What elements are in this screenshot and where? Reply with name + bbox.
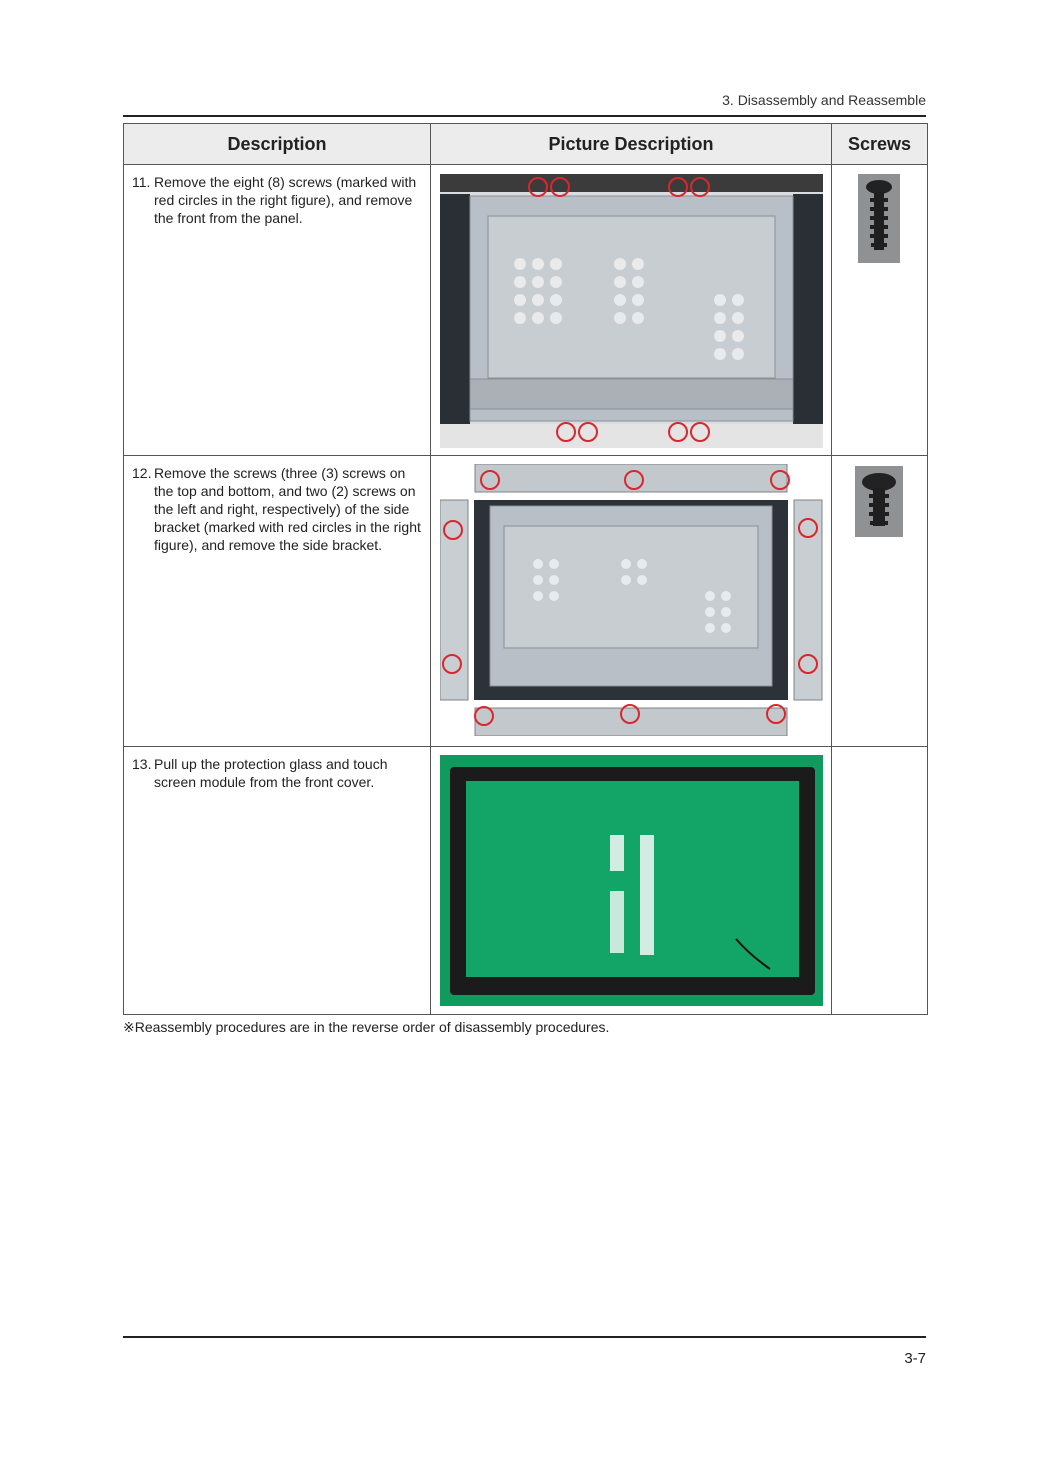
step-description (124, 165, 431, 456)
step-description (124, 456, 431, 747)
footer-rule (123, 1336, 926, 1338)
screw-cell (832, 456, 928, 747)
screw-short-icon (855, 466, 903, 537)
screw-cell-empty (832, 747, 928, 1015)
side-bracket-photo (440, 464, 824, 736)
step-description (124, 747, 431, 1015)
step-number: 13. (132, 756, 152, 772)
table-row (124, 165, 928, 456)
table-row (124, 456, 928, 747)
page-number: 3-7 (904, 1350, 926, 1367)
screw-cell (832, 165, 928, 456)
protection-glass-photo (440, 755, 823, 1006)
rear-chassis-photo (440, 174, 823, 448)
column-header-description: Description (124, 124, 431, 165)
screw-long-icon (858, 174, 900, 263)
picture-cell (431, 747, 832, 1015)
reassembly-footnote: ※Reassembly procedures are in the reverse order of disassembly procedures. (123, 1019, 610, 1035)
column-header-screws: Screws (832, 124, 928, 165)
step-text: Remove the screws (three (3) screws on the top and bottom, and two (2) screws on the left and right, respectively) of the side bracket (marked with red circles in the right figure), and remove the side bracket. (154, 465, 421, 553)
table-row (124, 747, 928, 1015)
section-title: 3. Disassembly and Reassemble (722, 92, 926, 108)
picture-cell (431, 456, 832, 747)
picture-cell (431, 165, 832, 456)
column-header-picture: Picture Description (431, 124, 832, 165)
step-number: 11. (132, 174, 151, 190)
step-number: 12. (132, 465, 152, 481)
step-text: Remove the eight (8) screws (marked with red circles in the right figure), and remove the front from the panel. (154, 174, 417, 226)
procedure-table (123, 123, 928, 1015)
header-rule (123, 115, 926, 117)
step-text: Pull up the protection glass and touch screen module from the front cover. (154, 756, 388, 790)
